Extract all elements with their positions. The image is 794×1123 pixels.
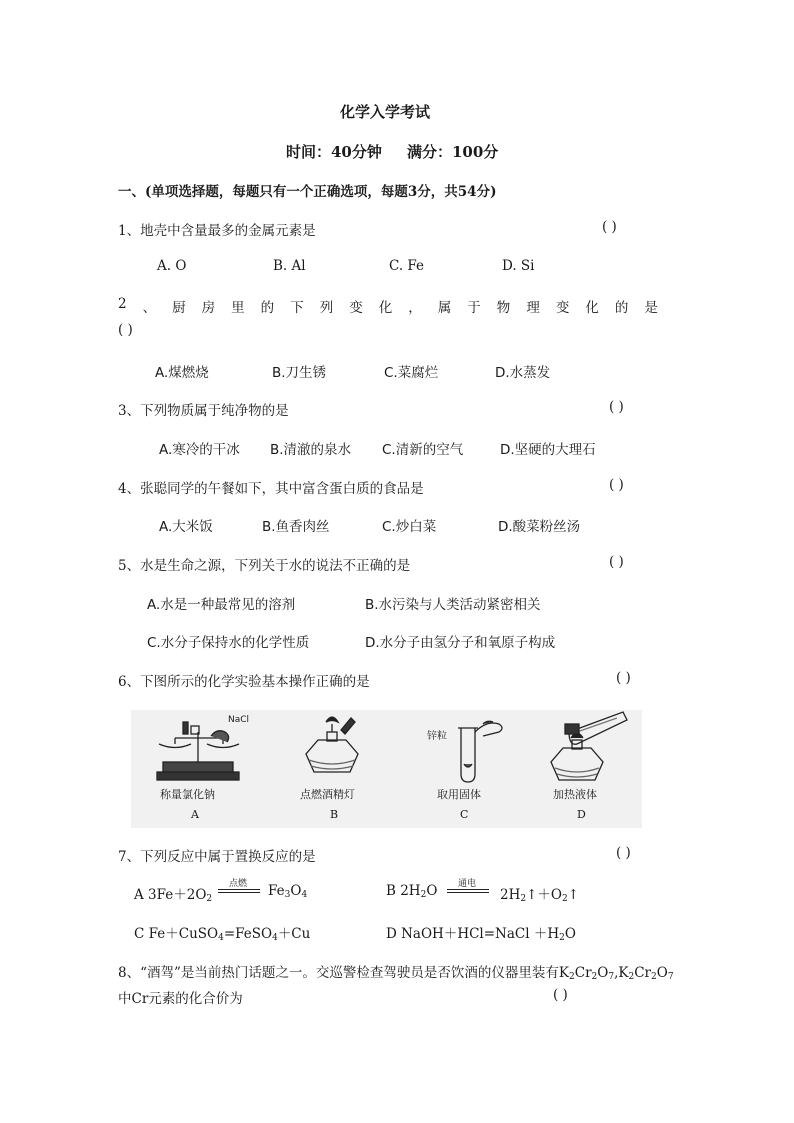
q2-char: 变: [555, 300, 570, 316]
q3-option-d[interactable]: D.坚硬的大理石: [500, 442, 596, 458]
q7-a-condition: 点燃: [229, 879, 248, 889]
caption-c: 取用固体: [437, 788, 481, 801]
q3-option-c[interactable]: C.清新的空气: [382, 442, 464, 458]
q2-char: 列: [319, 300, 334, 316]
q2-char: 房: [201, 300, 216, 316]
q2-char: 的: [260, 300, 275, 316]
q2-char: 物: [496, 300, 511, 316]
exam-title: 化学入学考试: [340, 103, 431, 121]
q2-option-b[interactable]: B.刀生锈: [272, 365, 327, 381]
q2-stem: [118, 296, 658, 316]
q7-option-c[interactable]: C Fe＋CuSO$_4$=FeSO$_4$＋Cu: [134, 926, 311, 943]
q4-option-d[interactable]: D.酸菜粉丝汤: [498, 519, 581, 535]
q1-stem: 1、地壳中含量最多的金属元素是: [118, 223, 316, 239]
q2-char: 属: [437, 300, 452, 316]
heating-liquid-illustration: [551, 712, 627, 780]
q3-stem: 3、下列物质属于纯净物的是: [118, 403, 289, 419]
q2-char: 化: [378, 300, 393, 316]
q2-option-c[interactable]: C.菜腐烂: [384, 365, 439, 381]
q7-option-a[interactable]: A $3Fe+2O_2$: [134, 887, 213, 904]
q4-option-b[interactable]: B.鱼香肉丝: [262, 519, 330, 535]
test-tube-illustration: [458, 721, 502, 782]
figure-letter-b: B: [330, 808, 339, 821]
figure-letter-c: C: [460, 808, 469, 821]
q7-a-equals-bar: [218, 889, 260, 893]
q7-b-product: $2H_2↑+O_2↑$: [500, 887, 580, 904]
figure-letter-d: D: [577, 808, 586, 821]
section-heading: 一、(单项选择题，每题只有一个正确选项，每题3分，共54分): [118, 184, 497, 200]
q2-answer-paren[interactable]: ( ): [118, 322, 133, 338]
q3-answer-paren[interactable]: ( ): [609, 399, 624, 415]
q5-answer-paren[interactable]: ( ): [609, 554, 624, 570]
q6-answer-paren[interactable]: ( ): [616, 670, 631, 686]
balance-illustration: [157, 722, 239, 780]
caption-a: 称量氯化钠: [160, 788, 215, 801]
q5-option-c[interactable]: C.水分子保持水的化学性质: [147, 635, 310, 651]
q1-option-b[interactable]: B. Al: [273, 258, 306, 274]
q8-stem-line1: 8、“酒驾”是当前热门话题之一。交巡警检查驾驶员是否饮酒的仪器里装有$K_2Cr_2O_7,K_2Cr_2O_7$: [118, 965, 674, 982]
q2-char: 化: [585, 300, 599, 316]
q6-stem: 6、下图所示的化学实验基本操作正确的是: [118, 674, 370, 690]
caption-b: 点燃酒精灯: [300, 788, 355, 801]
q7-stem: 7、下列反应中属于置换反应的是: [118, 849, 316, 865]
q2-char: 、: [142, 300, 157, 316]
exam-time: 时间：40分钟: [286, 143, 382, 161]
q3-option-a[interactable]: A.寒冷的干冰: [159, 442, 240, 458]
q2-char: 厨: [172, 300, 186, 316]
q2-char: 2: [118, 296, 127, 312]
q5-option-a[interactable]: A.水是一种最常见的溶剂: [147, 597, 296, 613]
q2-char: ，: [408, 300, 422, 316]
q5-stem: 5、水是生命之源，下列关于水的说法不正确的是: [118, 558, 411, 574]
lab-operations-figure: [131, 710, 642, 828]
q2-char: 里: [231, 300, 245, 316]
q7-answer-paren[interactable]: ( ): [616, 845, 631, 861]
q2-char: 是: [644, 300, 658, 316]
q4-option-a[interactable]: A.大米饭: [159, 519, 213, 535]
q1-option-d[interactable]: D. Si: [502, 258, 535, 274]
q2-char: 变: [349, 300, 363, 316]
q4-answer-paren[interactable]: ( ): [609, 477, 624, 493]
q2-char: 的: [614, 300, 629, 316]
q2-char: 下: [290, 300, 304, 316]
q7-b-equals-bar: [447, 889, 489, 893]
q2-option-a[interactable]: A.煤燃烧: [155, 365, 209, 381]
q4-option-c[interactable]: C.炒白菜: [382, 519, 437, 535]
q7-b-condition: 通电: [458, 879, 477, 889]
nacl-label: NaCl: [228, 715, 250, 725]
q4-stem: 4、张聪同学的午餐如下，其中富含蛋白质的食品是: [118, 481, 424, 497]
zinc-label: 锌粒: [427, 731, 447, 742]
exam-full-score: 满分：100分: [407, 143, 499, 161]
q8-stem-line2: 中Cr元素的化合价为: [118, 991, 243, 1007]
q2-option-d[interactable]: D.水蒸发: [495, 365, 551, 381]
q7-option-b[interactable]: B $2H_2O$: [386, 883, 438, 900]
q3-option-b[interactable]: B.清澈的泉水: [270, 442, 352, 458]
figure-letter-a: A: [191, 808, 199, 821]
q1-option-c[interactable]: C. Fe: [389, 258, 425, 274]
q2-char: 于: [467, 300, 481, 316]
q8-answer-paren[interactable]: ( ): [553, 987, 568, 1003]
q7-option-d[interactable]: D NaOH＋HCl=NaCl $+H_2O$: [386, 926, 576, 943]
q1-option-a[interactable]: A. O: [157, 258, 187, 274]
q2-char: 理: [526, 300, 540, 316]
caption-d: 加热液体: [553, 788, 597, 801]
q5-option-d[interactable]: D.水分子由氢分子和氧原子构成: [365, 635, 556, 651]
q1-answer-paren[interactable]: ( ): [602, 219, 617, 235]
alcohol-lamp-illustration: [306, 717, 358, 772]
q7-a-product: $Fe_3O_4$: [268, 883, 308, 900]
lab-illustrations: [131, 710, 642, 828]
q5-option-b[interactable]: B.水污染与人类活动紧密相关: [365, 597, 541, 613]
